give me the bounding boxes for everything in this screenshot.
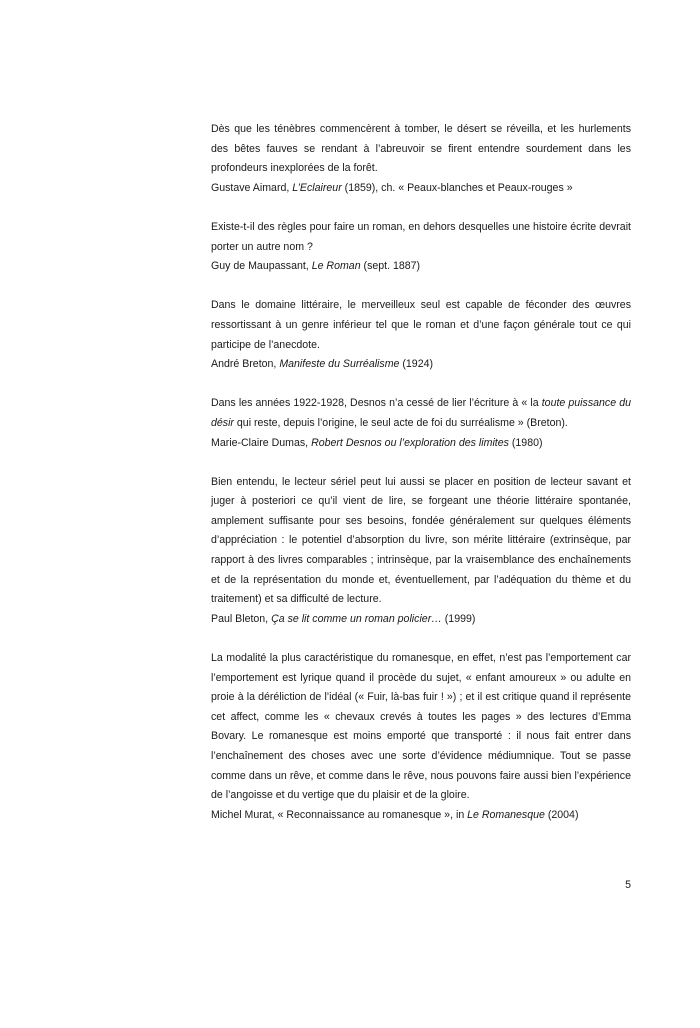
quote-text: Dès que les ténèbres commencèrent à tomber, le désert se réveilla, et les hurlements des bêtes fauves se rendant à l’abreuvoir se firent entendre sourdement dans les profondeurs inexplorées de la forêt. (211, 123, 631, 175)
attribution-author: Marie-Claire Dumas, (211, 436, 312, 449)
attribution-author: Guy de Maupassant, (211, 260, 312, 273)
quote-text: Bien entendu, le lecteur sériel peut lui aussi se placer en position de lecteur savant et juger à posteriori ce qu’il vient de lire, se forgeant une théorie littéraire spontanée, amplement suffisante pour ses besoins, fondée généralement sur quelques éléments d’appréciation : le potentiel d’absorption du livre, son mérite littéraire (extrinsèque, par rapport à des livres comparables ; intrinsèque, par la vraisemblance des enchaînements et de la représentation du monde et, éventuellement, par l’adéquation du thème et du traitement) et sa difficulté de lecture. (211, 475, 631, 606)
quote-attribution (211, 179, 631, 199)
quote-maupassant (211, 218, 631, 277)
attribution-work: Ça se lit comme un roman policier… (271, 612, 442, 625)
quote-attribution (211, 806, 631, 826)
quote-attribution (211, 434, 631, 454)
attribution-author: Gustave Aimard, (211, 181, 293, 194)
quote-bleton (211, 473, 631, 630)
attribution-author: Paul Bleton, (211, 612, 272, 625)
attribution-details: (sept. 1887) (360, 260, 421, 273)
quote-text-italic: toute puissance du désir (211, 397, 631, 429)
quote-text-after: qui reste, depuis l’origine, le seul acte de foi du surréalisme » (Breton). (233, 416, 568, 429)
attribution-work: L’Eclaireur (292, 181, 342, 194)
attribution-author: André Breton, (211, 358, 280, 371)
quote-text: Dans le domaine littéraire, le merveilleux seul est capable de féconder des œuvres ressortissant à un genre inférieur tel que le roman et d’une façon générale tout ce qui participe de l’anecdote. (211, 299, 631, 351)
attribution-work: Le Romanesque (467, 808, 545, 821)
attribution-details: (1980) (508, 436, 543, 449)
attribution-details: (1924) (399, 358, 434, 371)
page-number: 5 (625, 879, 631, 891)
attribution-details: (1859), ch. « Peaux-blanches et Peaux-rouges » (341, 181, 573, 194)
quote-breton (211, 296, 631, 374)
attribution-details: (1999) (441, 612, 476, 625)
quote-dumas (211, 394, 631, 453)
attribution-work: Robert Desnos ou l’exploration des limites (311, 436, 509, 449)
attribution-author: Michel Murat, « Reconnaissance au romanesque », in (211, 808, 468, 821)
quote-text-before: Dans les années 1922-1928, Desnos n’a cessé de lier l’écriture à « la (211, 397, 542, 410)
quote-text: La modalité la plus caractéristique du romanesque, en effet, n’est pas l’emportement car l’emportement est lyrique quand il procède du sujet, « enfant amoureux » ou adulte en proie à la déréliction de l’idéal (« Fuir, là-bas fuir ! ») ; et il est critique quand il représente cet affect, comme les « chevaux crevés à toutes les pages » des lectures d’Emma Bovary. Le romanesque est moins emporté que transporté : il nous fait entrer dans l’enchaînement des choses avec une sorte d’évidence médiumnique. Tout se passe comme dans un rêve, et comme dans le rêve, nous pouvons faire aussi bien l’expérience de l’angoisse et du vertige que du plaisir et de la gloire. (211, 652, 631, 802)
page-body (211, 120, 631, 845)
attribution-work: Le Roman (311, 260, 361, 273)
attribution-details: (2004) (544, 808, 579, 821)
quote-murat (211, 649, 631, 825)
quote-text (211, 394, 631, 433)
quote-text: Existe-t-il des règles pour faire un roman, en dehors desquelles une histoire écrite devrait porter un autre nom ? (211, 220, 631, 253)
attribution-work: Manifeste du Surréalisme (279, 358, 400, 371)
quote-attribution (211, 257, 631, 277)
quote-attribution (211, 610, 631, 630)
quote-attribution (211, 355, 631, 375)
quote-aimard (211, 120, 631, 198)
